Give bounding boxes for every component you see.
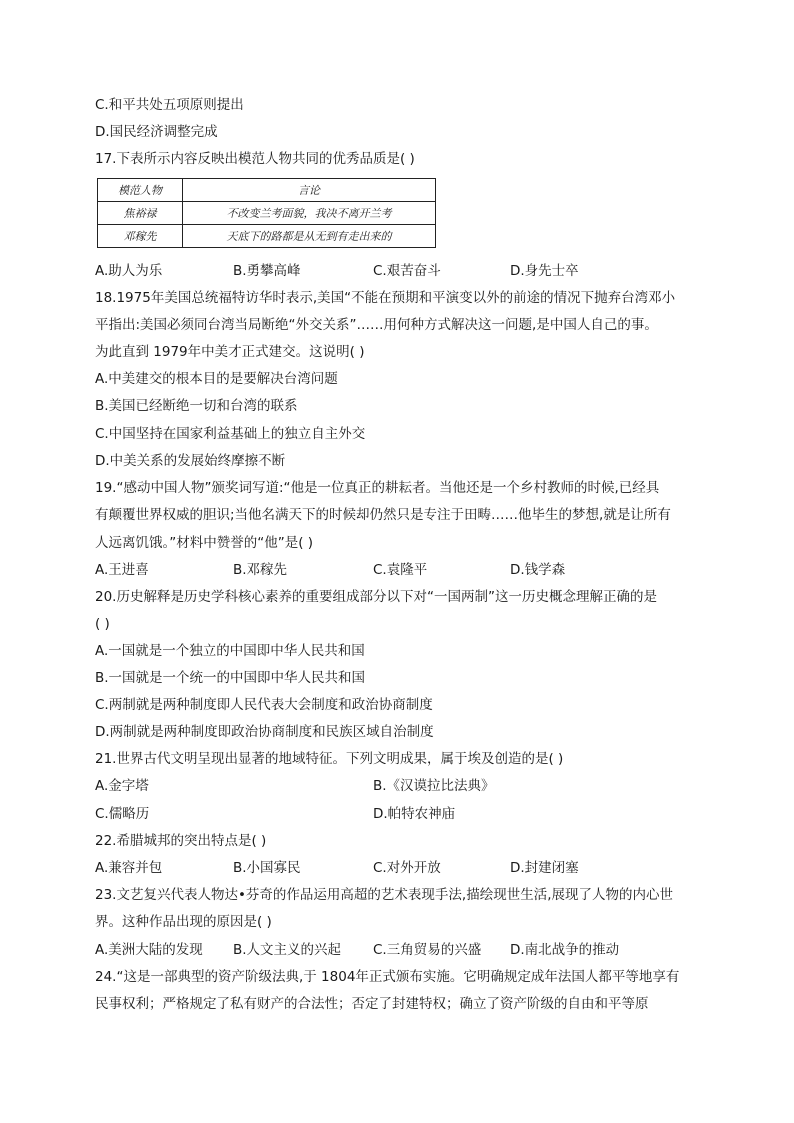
q21-stem: 21.世界古代文明呈现出显著的地域特征。下列文明成果，属于埃及创造的是( ): [95, 751, 564, 767]
q20-stem-line: ( ): [95, 616, 110, 632]
q19-option-d: D.钱学森: [510, 562, 566, 578]
q23-stem-line: 界。这种作品出现的原因是( ): [95, 914, 272, 930]
q20-option-a: A.一国就是一个独立的中国即中华人民共和国: [95, 643, 365, 659]
q19-stem-line: 人远离饥饿。”材料中赞誉的“他”是( ): [95, 535, 314, 551]
q17-option-c: C.艰苦奋斗: [373, 263, 441, 279]
q22-stem: 22.希腊城邦的突出特点是( ): [95, 833, 267, 849]
table-header-cell: 模范人物: [98, 179, 183, 202]
q18-stem-line: 18.1975年美国总统福特访华时表示,美国“不能在预期和平演变以外的前途的情况下抛弃台湾邓小: [95, 290, 676, 306]
q21-option-a: A.金字塔: [95, 778, 149, 794]
q18-option-d: D.中美关系的发展始终摩擦不断: [95, 453, 286, 469]
q19-option-b: B.邓稼先: [233, 562, 288, 578]
q23-option-b: B.人文主义的兴起: [233, 942, 342, 958]
q24-stem-line: 民事权利；严格规定了私有财产的合法性；否定了封建特权；确立了资产阶级的自由和平等原: [95, 996, 649, 1012]
q17-option-d: D.身先士卒: [510, 263, 579, 279]
q17-stem: 17.下表所示内容反映出模范人物共同的优秀品质是( ): [95, 151, 415, 167]
q18-stem-line: 为此直到 1979年中美才正式建交。这说明( ): [95, 344, 365, 360]
q23-option-a: A.美洲大陆的发现: [95, 942, 203, 958]
table-header-row: [98, 179, 436, 202]
q22-option-b: B.小国寡民: [233, 860, 301, 876]
q21-option-c: C.儒略历: [95, 806, 150, 822]
q19-stem-line: 19.“感动中国人物”颁奖词写道:“他是一位真正的耕耘者。当他还是一个乡村教师的时候,已经具: [95, 480, 660, 496]
q16-option-d: D.国民经济调整完成: [95, 124, 218, 140]
q18-option-b: B.美国已经断绝一切和台湾的联系: [95, 398, 298, 414]
q17-option-a: A.助人为乐: [95, 263, 163, 279]
q19-option-a: A.王进喜: [95, 562, 149, 578]
table-cell: 天底下的路都是从无到有走出来的: [183, 225, 436, 248]
table-row: [98, 202, 436, 225]
q21-option-d: D.帕特农神庙: [373, 806, 456, 822]
q20-option-c: C.两制就是两种制度即人民代表大会制度和政治协商制度: [95, 697, 433, 713]
q22-option-a: A.兼容并包: [95, 860, 163, 876]
q19-stem-line: 有颠覆世界权威的胆识;当他名满天下的时候却仍然只是专注于田畴……他毕生的梦想,就是让所有: [95, 507, 671, 523]
q22-option-c: C.对外开放: [373, 860, 441, 876]
q19-option-c: C.袁隆平: [373, 562, 428, 578]
q23-option-d: D.南北战争的推动: [510, 942, 620, 958]
q20-option-d: D.两制就是两种制度即政治协商制度和民族区域自治制度: [95, 724, 434, 740]
q21-option-b: B.《汉谟拉比法典》: [373, 778, 495, 794]
q18-stem-line: 平指出:美国必须同台湾当局断绝“外交关系”……用何种方式解决这一问题,是中国人自己的事。: [95, 317, 658, 333]
table-cell: 不改变兰考面貌，我决不离开兰考: [183, 202, 436, 225]
q23-option-c: C.三角贸易的兴盛: [373, 942, 482, 958]
q17-option-b: B.勇攀高峰: [233, 263, 301, 279]
table-cell: 邓稼先: [98, 225, 183, 248]
q23-stem-line: 23.文艺复兴代表人物达•芬奇的作品运用高超的艺术表现手法,描绘现世生活,展现了人物的内心世: [95, 887, 674, 903]
q20-stem-line: 20.历史解释是历史学科核心素养的重要组成部分以下对“一国两制”这一历史概念理解正确的是: [95, 589, 657, 605]
q18-option-a: A.中美建交的根本目的是要解决台湾问题: [95, 371, 338, 387]
table-header-cell: 言论: [183, 179, 436, 202]
table-row: [98, 225, 436, 248]
q22-option-d: D.封建闭塞: [510, 860, 579, 876]
q24-stem-line: 24.“这是一部典型的资产阶级法典,于 1804年正式颁布实施。它明确规定成年法国人都平等地享有: [95, 969, 680, 985]
q20-option-b: B.一国就是一个统一的中国即中华人民共和国: [95, 670, 366, 686]
table-cell: 焦裕禄: [98, 202, 183, 225]
q17-table: [97, 178, 436, 248]
q16-option-c: C.和平共处五项原则提出: [95, 97, 244, 113]
q18-option-c: C.中国坚持在国家利益基础上的独立自主外交: [95, 426, 366, 442]
